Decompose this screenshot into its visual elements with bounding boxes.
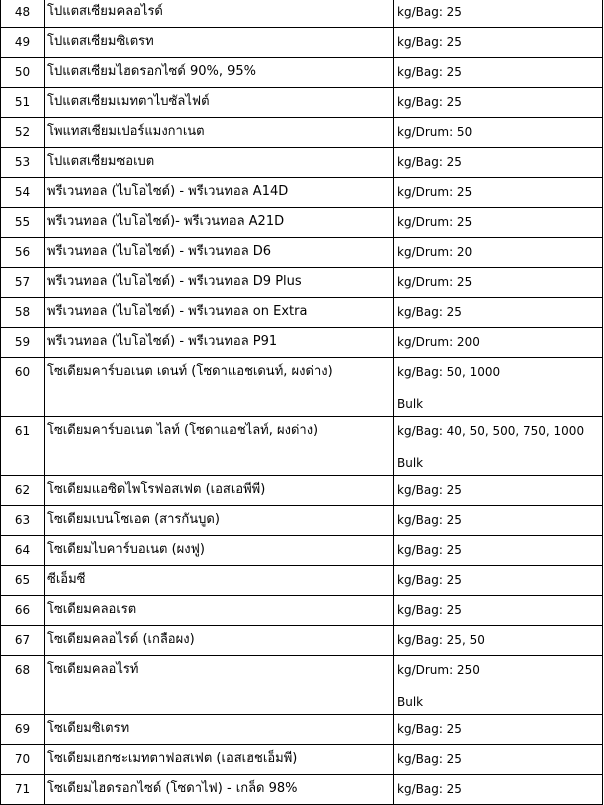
packaging-cell xyxy=(394,775,603,805)
product-name-cell: โซเดียมไบคาร์บอเนต (ผงฟู) xyxy=(45,536,394,566)
item-number-cell: 66 xyxy=(1,596,45,626)
item-number-cell: 63 xyxy=(1,506,45,536)
table-row xyxy=(1,208,603,238)
packaging-cell xyxy=(394,536,603,566)
packaging-text: kg/Bag: 25 xyxy=(397,782,462,796)
table-row xyxy=(1,0,603,28)
table-row xyxy=(1,358,603,417)
product-name-cell: พรีเวนทอล (ไบโอไซด์) - พรีเวนทอล on Extra xyxy=(45,298,394,328)
packaging-text: kg/Drum: 25 xyxy=(397,215,473,229)
product-name-cell: โซเดียมไฮดรอกไซด์ (โซดาไฟ) - เกล็ด 98% xyxy=(45,775,394,805)
product-name-cell: โปแตสเซียมซอเบต xyxy=(45,148,394,178)
item-number-cell: 67 xyxy=(1,626,45,656)
packaging-text: kg/Bag: 40, 50, 500, 750, 1000 xyxy=(397,424,585,438)
product-name-cell: โพแทสเซียมเปอร์แมงกาเนต xyxy=(45,118,394,148)
item-number-cell: 60 xyxy=(1,358,45,417)
packaging-cell xyxy=(394,238,603,268)
packaging-text: kg/Drum: 250 xyxy=(397,663,480,677)
table-row xyxy=(1,268,603,298)
packaging-text: kg/Drum: 20 xyxy=(397,245,473,259)
table-row xyxy=(1,596,603,626)
packaging-text: kg/Bag: 50, 1000 xyxy=(397,365,501,379)
packaging-cell xyxy=(394,358,603,417)
packaging-text: kg/Drum: 25 xyxy=(397,275,473,289)
item-number-cell: 59 xyxy=(1,328,45,358)
product-name-cell: พรีเวนทอล (ไบโอไซด์) - พรีเวนทอล P91 xyxy=(45,328,394,358)
packaging-alt-text: Bulk xyxy=(397,397,424,411)
table-row xyxy=(1,298,603,328)
packaging-text: kg/Bag: 25 xyxy=(397,155,462,169)
packaging-text: kg/Drum: 50 xyxy=(397,125,473,139)
packaging-cell xyxy=(394,88,603,118)
item-number-cell: 68 xyxy=(1,656,45,715)
table-row xyxy=(1,715,603,745)
packaging-text: kg/Bag: 25 xyxy=(397,305,462,319)
item-number-cell: 55 xyxy=(1,208,45,238)
product-name-cell: โปแตสเซียมไฮดรอกไซด์ 90%, 95% xyxy=(45,58,394,88)
product-name-cell: โซเดียมคาร์บอเนต เดนท์ (โซดาแอชเดนท์, ผงด่าง) xyxy=(45,358,394,417)
item-number-cell: 69 xyxy=(1,715,45,745)
packaging-text: kg/Bag: 25 xyxy=(397,543,462,557)
packaging-cell xyxy=(394,626,603,656)
packaging-text: kg/Drum: 200 xyxy=(397,335,480,349)
product-name-cell: พรีเวนทอล (ไบโอไซด์) - พรีเวนทอล A14D xyxy=(45,178,394,208)
packaging-cell xyxy=(394,328,603,358)
packaging-alt-text: Bulk xyxy=(397,695,424,709)
packaging-text: kg/Bag: 25 xyxy=(397,5,462,19)
item-number-cell: 58 xyxy=(1,298,45,328)
item-number-cell: 70 xyxy=(1,745,45,775)
table-row xyxy=(1,28,603,58)
product-name-cell: พรีเวนทอล (ไบโอไซด์)- พรีเวนทอล A21D xyxy=(45,208,394,238)
product-name-cell: โปแตสเซียมคลอไรด์ xyxy=(45,0,394,28)
product-name-cell: โซเดียมเบนโซเอต (สารกันบูด) xyxy=(45,506,394,536)
table-row xyxy=(1,566,603,596)
item-number-cell: 62 xyxy=(1,476,45,506)
product-name-cell: โซเดียมคาร์บอเนต ไลท์ (โซดาแอชไลท์, ผงด่าง) xyxy=(45,417,394,476)
packaging-text: kg/Bag: 25 xyxy=(397,573,462,587)
item-number-cell: 50 xyxy=(1,58,45,88)
packaging-cell xyxy=(394,0,603,28)
packaging-cell xyxy=(394,58,603,88)
product-name-cell: โปแตสเซียมเมทตาไบซัลไฟต์ xyxy=(45,88,394,118)
packaging-cell xyxy=(394,417,603,476)
packaging-cell xyxy=(394,566,603,596)
packaging-cell xyxy=(394,148,603,178)
table-row xyxy=(1,88,603,118)
packaging-cell xyxy=(394,715,603,745)
product-name-cell: พรีเวนทอล (ไบโอไซด์) - พรีเวนทอล D6 xyxy=(45,238,394,268)
packaging-text: kg/Bag: 25 xyxy=(397,752,462,766)
product-name-cell: พรีเวนทอล (ไบโอไซด์) - พรีเวนทอล D9 Plus xyxy=(45,268,394,298)
packaging-text: kg/Bag: 25 xyxy=(397,65,462,79)
product-name-cell: โซเดียมคลอเรต xyxy=(45,596,394,626)
packaging-text: kg/Drum: 25 xyxy=(397,185,473,199)
table-row xyxy=(1,536,603,566)
item-number-cell: 65 xyxy=(1,566,45,596)
item-number-cell: 61 xyxy=(1,417,45,476)
table-row xyxy=(1,58,603,88)
packaging-cell xyxy=(394,596,603,626)
table-row xyxy=(1,178,603,208)
packaging-cell xyxy=(394,28,603,58)
item-number-cell: 52 xyxy=(1,118,45,148)
product-name-cell: โปแตสเซียมซิเตรท xyxy=(45,28,394,58)
table-row xyxy=(1,417,603,476)
item-number-cell: 64 xyxy=(1,536,45,566)
packaging-cell xyxy=(394,745,603,775)
packaging-text: kg/Bag: 25 xyxy=(397,513,462,527)
item-number-cell: 51 xyxy=(1,88,45,118)
packaging-alt-text: Bulk xyxy=(397,456,424,470)
packaging-text: kg/Bag: 25 xyxy=(397,603,462,617)
packaging-cell xyxy=(394,268,603,298)
packaging-cell xyxy=(394,118,603,148)
product-name-cell: โซเดียมเฮกซะเมทตาฟอสเฟต (เอสเฮชเอ็มพี) xyxy=(45,745,394,775)
table-row xyxy=(1,626,603,656)
packaging-cell xyxy=(394,476,603,506)
table-row xyxy=(1,476,603,506)
product-name-cell: โซเดียมแอซิดไพโรฟอสเฟต (เอสเอพีพี) xyxy=(45,476,394,506)
table-row xyxy=(1,656,603,715)
product-name-cell: โซเดียมคลอไรด์ (เกลือผง) xyxy=(45,626,394,656)
packaging-cell xyxy=(394,208,603,238)
item-number-cell: 48 xyxy=(1,0,45,28)
table-row xyxy=(1,506,603,536)
item-number-cell: 56 xyxy=(1,238,45,268)
product-name-cell: ซีเอ็มซี xyxy=(45,566,394,596)
table-row xyxy=(1,775,603,805)
packaging-cell xyxy=(394,506,603,536)
item-number-cell: 71 xyxy=(1,775,45,805)
packaging-cell xyxy=(394,178,603,208)
product-name-cell: โซเดียมคลอไรท์ xyxy=(45,656,394,715)
item-number-cell: 54 xyxy=(1,178,45,208)
packaging-text: kg/Bag: 25 xyxy=(397,722,462,736)
packaging-cell xyxy=(394,298,603,328)
packaging-text: kg/Bag: 25 xyxy=(397,95,462,109)
table-row xyxy=(1,148,603,178)
product-table-body xyxy=(1,0,603,805)
packaging-text: kg/Bag: 25, 50 xyxy=(397,633,485,647)
item-number-cell: 53 xyxy=(1,148,45,178)
table-row xyxy=(1,118,603,148)
table-row xyxy=(1,238,603,268)
packaging-text: kg/Bag: 25 xyxy=(397,483,462,497)
packaging-text: kg/Bag: 25 xyxy=(397,35,462,49)
packaging-cell xyxy=(394,656,603,715)
item-number-cell: 49 xyxy=(1,28,45,58)
table-row xyxy=(1,745,603,775)
table-row xyxy=(1,328,603,358)
item-number-cell: 57 xyxy=(1,268,45,298)
product-name-cell: โซเดียมซิเตรท xyxy=(45,715,394,745)
